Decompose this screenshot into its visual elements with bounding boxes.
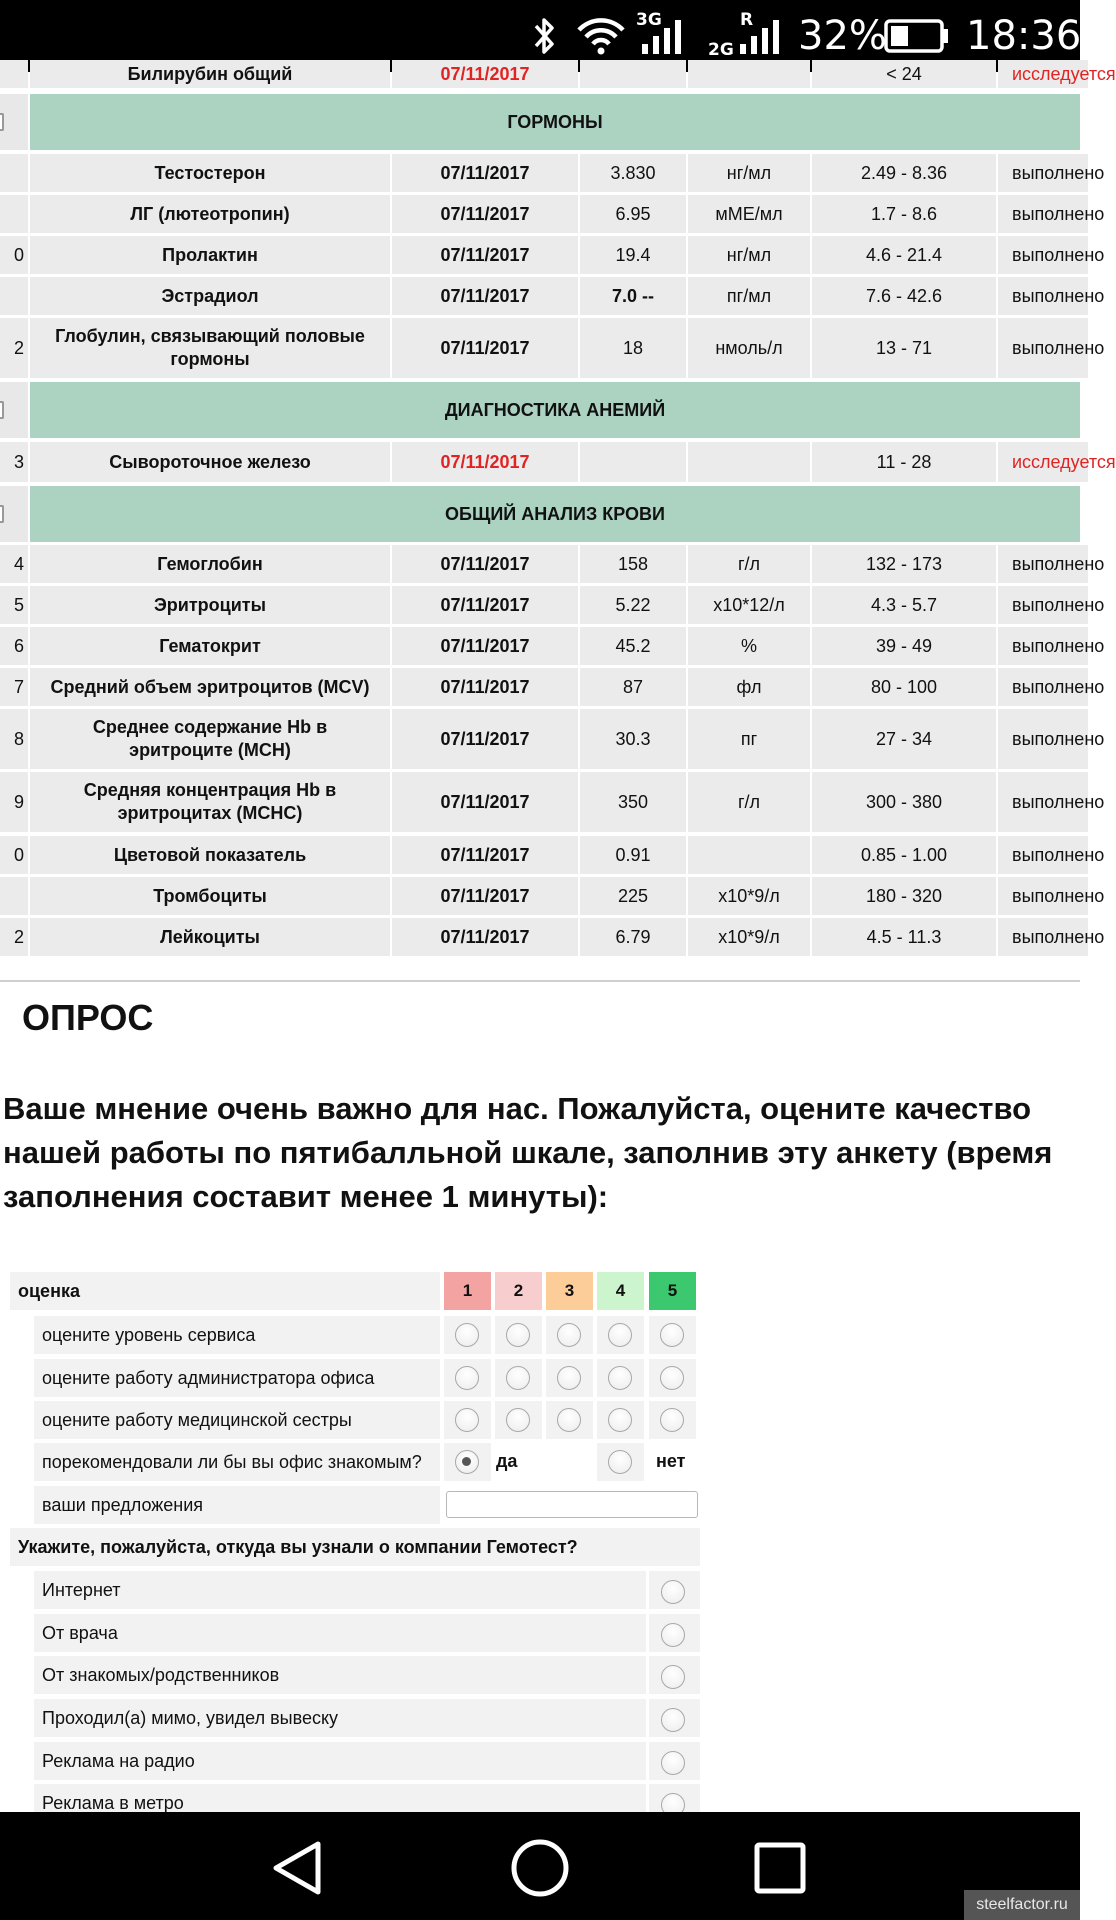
cell-name: Эстрадиол (30, 277, 390, 315)
cell-value: 19.4 (580, 236, 686, 274)
cell-name: Гематокрит (30, 627, 390, 665)
rating-radio-4[interactable] (608, 1366, 632, 1390)
survey-title: ОПРОС (22, 997, 154, 1038)
rating-radio-1[interactable] (455, 1366, 479, 1390)
cell-status: выполнено (998, 877, 1088, 915)
cell-value: 158 (580, 545, 686, 583)
cell-unit: x10*12/л (688, 586, 810, 624)
source-option: От врача (34, 1614, 646, 1652)
recommend-question: порекомендовали ли бы вы офис знакомым? (34, 1443, 440, 1481)
cell-name: Тромбоциты (30, 877, 390, 915)
cell-status: выполнено (998, 545, 1088, 583)
network-3g-label: 3G (636, 10, 662, 30)
cell-status: исследуется (998, 60, 1088, 88)
cell-status: выполнено (998, 586, 1088, 624)
cell-value: 6.95 (580, 195, 686, 233)
cell-status: выполнено (998, 154, 1088, 192)
cell-date: 07/11/2017 (392, 668, 578, 706)
cell-date: 07/11/2017 (392, 918, 578, 956)
network-2g-label: 2G (708, 40, 734, 60)
cell-num (0, 60, 28, 88)
cell-date: 07/11/2017 (392, 836, 578, 874)
cell-status: выполнено (998, 836, 1088, 874)
cell-num: 7 (0, 668, 28, 706)
cell-num: 2 (0, 918, 28, 956)
cell-value (580, 442, 686, 482)
cell-unit: нмоль/л (688, 318, 810, 378)
section-title: ГОРМОНЫ (30, 94, 1080, 150)
rating-radio-5[interactable] (660, 1323, 684, 1347)
rating-scale-4: 4 (597, 1272, 644, 1310)
rating-radio-2[interactable] (506, 1366, 530, 1390)
cell-ref: 4.5 - 11.3 (812, 918, 996, 956)
cell-name: ЛГ (лютеотропин) (30, 195, 390, 233)
cell-status: выполнено (998, 709, 1088, 769)
cell-status: выполнено (998, 236, 1088, 274)
table-row (0, 236, 1105, 274)
table-row (0, 545, 1105, 583)
cell-value: 5.22 (580, 586, 686, 624)
home-icon[interactable] (510, 1838, 570, 1903)
rating-radio-5[interactable] (660, 1408, 684, 1432)
cell-name: Эритроциты (30, 586, 390, 624)
cell-ref: 39 - 49 (812, 627, 996, 665)
cell-date: 07/11/2017 (392, 877, 578, 915)
rating-scale-2: 2 (495, 1272, 542, 1310)
cell-date: 07/11/2017 (392, 442, 578, 482)
source-option: Проходил(а) мимо, увидел вывеску (34, 1699, 646, 1737)
section-checkbox[interactable] (0, 401, 4, 419)
section-stub (0, 94, 28, 150)
cell-num: 6 (0, 627, 28, 665)
cell-value: 7.0 -- (580, 277, 686, 315)
cell-num: 9 (0, 772, 28, 832)
section-divider (0, 980, 1080, 982)
cell-status: выполнено (998, 772, 1088, 832)
cell-ref: 300 - 380 (812, 772, 996, 832)
cell-name: Гемоглобин (30, 545, 390, 583)
cell-name: Среднее содержание Hb в эритроците (MCH) (30, 709, 390, 769)
cell-date: 07/11/2017 (392, 627, 578, 665)
cell-ref: 132 - 173 (812, 545, 996, 583)
recommend-yes-label: да (496, 1451, 518, 1471)
cell-name: Средняя концентрация Hb в эритроцитах (MCHC) (30, 772, 390, 832)
cell-name: Пролактин (30, 236, 390, 274)
cell-num: 5 (0, 586, 28, 624)
section-checkbox[interactable] (0, 505, 4, 523)
cell-num (0, 877, 28, 915)
cell-value (580, 60, 686, 88)
source-radio[interactable] (661, 1623, 685, 1647)
cell-ref: 4.3 - 5.7 (812, 586, 996, 624)
recommend-no-radio[interactable] (608, 1450, 632, 1474)
rating-header: оценка (10, 1272, 440, 1310)
cell-unit (688, 836, 810, 874)
source-radio[interactable] (661, 1580, 685, 1604)
cell-name: Тестостерон (30, 154, 390, 192)
navigation-bar (0, 1812, 1080, 1920)
cell-unit: г/л (688, 545, 810, 583)
cell-ref: 4.6 - 21.4 (812, 236, 996, 274)
source-option: От знакомых/родственников (34, 1656, 646, 1694)
section-checkbox[interactable] (0, 113, 4, 131)
cell-date: 07/11/2017 (392, 236, 578, 274)
cell-status: выполнено (998, 668, 1088, 706)
source-question: Укажите, пожалуйста, откуда вы узнали о компании Гемотест? (10, 1528, 700, 1566)
cell-status: выполнено (998, 918, 1088, 956)
cell-date: 07/11/2017 (392, 318, 578, 378)
cell-value: 225 (580, 877, 686, 915)
cell-num (0, 195, 28, 233)
cell-date: 07/11/2017 (392, 772, 578, 832)
back-icon[interactable] (268, 1840, 328, 1901)
cell-ref: 180 - 320 (812, 877, 996, 915)
rating-radio-3[interactable] (557, 1323, 581, 1347)
cell-name: Лейкоциты (30, 918, 390, 956)
cell-unit: фл (688, 668, 810, 706)
roaming-label: R (740, 10, 754, 30)
cell-unit (688, 442, 810, 482)
cell-num: 0 (0, 836, 28, 874)
cell-num: 3 (0, 442, 28, 482)
section-header (0, 94, 1080, 150)
rating-radio-1[interactable] (455, 1323, 479, 1347)
cell-ref: < 24 (812, 60, 996, 88)
suggestions-input[interactable] (446, 1491, 698, 1518)
table-row (0, 877, 1105, 915)
table-row (0, 627, 1105, 665)
rating-radio-5[interactable] (660, 1366, 684, 1390)
table-row (0, 60, 1116, 88)
table-row (0, 918, 1105, 956)
table-row (0, 442, 1116, 482)
table-row (0, 772, 1105, 832)
table-row (0, 586, 1105, 624)
section-stub (0, 382, 28, 438)
cell-num (0, 277, 28, 315)
recents-icon[interactable] (754, 1842, 806, 1899)
table-row (0, 709, 1105, 769)
cell-ref: 27 - 34 (812, 709, 996, 769)
rating-radio-2[interactable] (506, 1323, 530, 1347)
table-row (0, 318, 1105, 378)
recommend-yes-radio[interactable] (455, 1450, 479, 1474)
cell-name: Цветовой показатель (30, 836, 390, 874)
cell-status: выполнено (998, 627, 1088, 665)
source-radio[interactable] (661, 1665, 685, 1689)
cell-date: 07/11/2017 (392, 709, 578, 769)
section-header (0, 486, 1080, 542)
cell-value: 6.79 (580, 918, 686, 956)
rating-radio-3[interactable] (557, 1408, 581, 1432)
survey-question: оцените уровень сервиса (34, 1316, 440, 1354)
cell-ref: 1.7 - 8.6 (812, 195, 996, 233)
cell-name: Билирубин общий (30, 60, 390, 88)
cell-ref: 7.6 - 42.6 (812, 277, 996, 315)
cell-unit (688, 60, 810, 88)
cell-unit: x10*9/л (688, 877, 810, 915)
source-option: Реклама в метро (34, 1784, 646, 1822)
survey-intro: Ваше мнение очень важно для нас. Пожалуйста, оцените качество нашей работы по пятибалльной шкале, заполнив эту анкету (время заполнения составит менее 1 минуты): (3, 1091, 1053, 1214)
recommend-no-label: нет (656, 1451, 686, 1471)
suggestions-label: ваши предложения (34, 1486, 440, 1524)
cell-num: 4 (0, 545, 28, 583)
rating-scale-1: 1 (444, 1272, 491, 1310)
cell-date: 07/11/2017 (392, 154, 578, 192)
cell-date: 07/11/2017 (392, 60, 578, 88)
section-header (0, 382, 1080, 438)
rating-radio-4[interactable] (608, 1408, 632, 1432)
cell-status: выполнено (998, 318, 1088, 378)
table-row (0, 836, 1105, 874)
rating-radio-3[interactable] (557, 1366, 581, 1390)
cell-status: выполнено (998, 277, 1088, 315)
cell-unit: нг/мл (688, 154, 810, 192)
source-option: Реклама на радио (34, 1742, 646, 1780)
section-stub (0, 486, 28, 542)
cell-value: 45.2 (580, 627, 686, 665)
table-row (0, 277, 1105, 315)
battery-percent: 32% (798, 13, 887, 59)
cell-value: 3.830 (580, 154, 686, 192)
rating-radio-2[interactable] (506, 1408, 530, 1432)
table-row (0, 154, 1105, 192)
cell-value: 0.91 (580, 836, 686, 874)
cell-unit: % (688, 627, 810, 665)
results-table (0, 63, 1116, 960)
cell-unit: пг (688, 709, 810, 769)
cell-status: исследуется (998, 442, 1088, 482)
cell-num: 0 (0, 236, 28, 274)
cell-num: 2 (0, 318, 28, 378)
cell-status: выполнено (998, 195, 1088, 233)
cell-name: Средний объем эритроцитов (MCV) (30, 668, 390, 706)
clock: 18:36 (966, 13, 1082, 59)
table-row (0, 668, 1105, 706)
rating-radio-1[interactable] (455, 1408, 479, 1432)
cell-ref: 13 - 71 (812, 318, 996, 378)
source-radio[interactable] (661, 1751, 685, 1775)
cell-unit: мМЕ/мл (688, 195, 810, 233)
cell-value: 350 (580, 772, 686, 832)
cell-name: Глобулин, связывающий половые гормоны (30, 318, 390, 378)
cell-date: 07/11/2017 (392, 545, 578, 583)
cell-ref: 2.49 - 8.36 (812, 154, 996, 192)
rating-scale-3: 3 (546, 1272, 593, 1310)
cell-num: 8 (0, 709, 28, 769)
cell-unit: пг/мл (688, 277, 810, 315)
cell-date: 07/11/2017 (392, 277, 578, 315)
table-row (0, 195, 1105, 233)
cell-value: 18 (580, 318, 686, 378)
cell-ref: 0.85 - 1.00 (812, 836, 996, 874)
source-radio[interactable] (661, 1708, 685, 1732)
cell-ref: 11 - 28 (812, 442, 996, 482)
cell-unit: г/л (688, 772, 810, 832)
cell-num (0, 154, 28, 192)
rating-radio-4[interactable] (608, 1323, 632, 1347)
cell-unit: нг/мл (688, 236, 810, 274)
section-title: ОБЩИЙ АНАЛИЗ КРОВИ (30, 486, 1080, 542)
section-title: ДИАГНОСТИКА АНЕМИЙ (30, 382, 1080, 438)
cell-date: 07/11/2017 (392, 586, 578, 624)
watermark: steelfactor.ru (964, 1890, 1080, 1920)
cell-ref: 80 - 100 (812, 668, 996, 706)
cell-unit: x10*9/л (688, 918, 810, 956)
cell-value: 30.3 (580, 709, 686, 769)
rating-scale-5: 5 (649, 1272, 696, 1310)
survey-question: оцените работу медицинской сестры (34, 1401, 440, 1439)
cell-date: 07/11/2017 (392, 195, 578, 233)
cell-name: Сывороточное железо (30, 442, 390, 482)
survey-question: оцените работу администратора офиса (34, 1359, 440, 1397)
cell-value: 87 (580, 668, 686, 706)
source-option: Интернет (34, 1571, 646, 1609)
